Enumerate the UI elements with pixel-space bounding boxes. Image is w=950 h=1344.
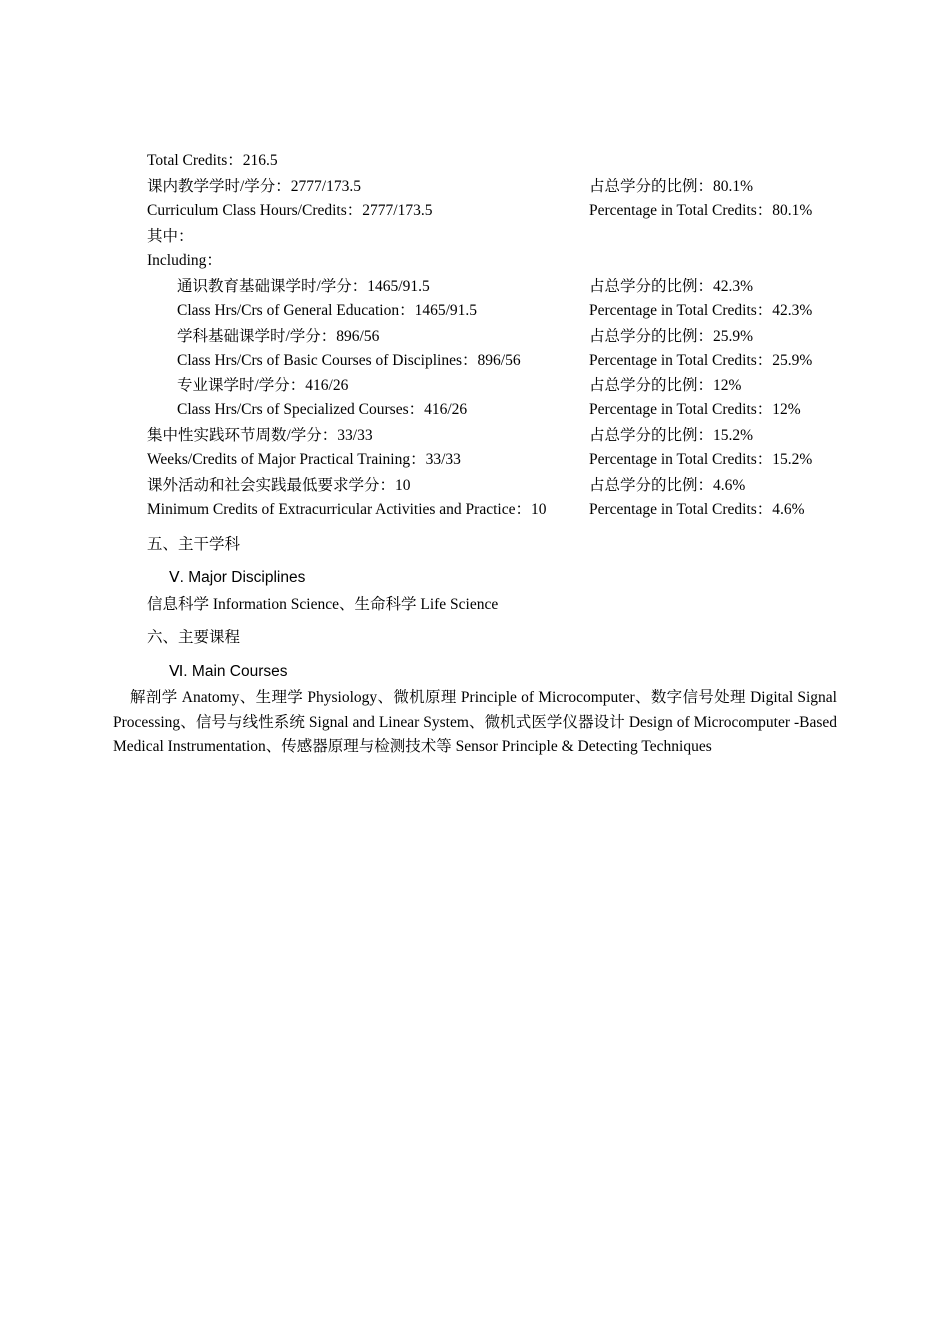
general-en: Class Hrs/Crs of General Education：1465/91.5 [177, 302, 478, 319]
curriculum-en: Curriculum Class Hours/Credits：2777/173.5 [147, 202, 433, 219]
extracurricular-en: Minimum Credits of Extracurricular Activities and Practice：10 [147, 501, 547, 518]
general-en-row [0, 299, 950, 323]
curriculum-pct-en: Percentage in Total Credits：80.1% [589, 202, 813, 219]
extracurricular-pct-en: Percentage in Total Credits：4.6% [589, 501, 805, 518]
basic-pct-en: Percentage in Total Credits：25.9% [589, 352, 813, 369]
general-zh-row [0, 275, 950, 299]
extracurricular-zh: 课外活动和社会实践最低要求学分：10 [147, 477, 411, 494]
total-credits-row [0, 149, 950, 173]
curriculum-pct-zh: 占总学分的比例：80.1% [589, 178, 754, 195]
basic-zh-row [0, 325, 950, 349]
total-credits-en: Total Credits：216.5 [147, 152, 278, 169]
specialized-zh: 专业课学时/学分：416/26 [177, 377, 349, 394]
including-en-row [0, 249, 950, 273]
specialized-pct-en: Percentage in Total Credits：12% [589, 401, 801, 418]
general-pct-zh: 占总学分的比例：42.3% [589, 278, 754, 295]
curriculum-zh-row [0, 175, 950, 199]
general-pct-en: Percentage in Total Credits：42.3% [589, 302, 813, 319]
including-zh-row [0, 225, 950, 249]
section5-heading-en: Ⅴ. Major Disciplines [169, 569, 306, 586]
basic-zh: 学科基础课学时/学分：896/56 [177, 328, 380, 345]
including-zh: 其中： [147, 228, 194, 245]
specialized-pct-zh: 占总学分的比例：12% [589, 377, 742, 394]
practical-zh-row [0, 424, 950, 448]
practical-en: Weeks/Credits of Major Practical Training：33/33 [147, 451, 461, 468]
general-zh: 通识教育基础课学时/学分：1465/91.5 [177, 278, 430, 295]
extracurricular-en-row [0, 498, 950, 522]
specialized-zh-row [0, 374, 950, 398]
basic-en-row [0, 349, 950, 373]
curriculum-en-row [0, 199, 950, 223]
section5-body: 信息科学 Information Science、生命科学 Life Science [147, 596, 499, 613]
curriculum-zh: 课内教学学时/学分：2777/173.5 [147, 178, 361, 195]
extracurricular-zh-row [0, 474, 950, 498]
section6-heading-en: Ⅵ. Main Courses [169, 663, 288, 680]
section6-heading-zh: 六、主要课程 [147, 629, 241, 646]
specialized-en-row [0, 398, 950, 422]
basic-pct-zh: 占总学分的比例：25.9% [589, 328, 754, 345]
including-en: Including： [147, 252, 222, 269]
specialized-en: Class Hrs/Crs of Specialized Courses：416/26 [177, 401, 468, 418]
practical-en-row [0, 448, 950, 472]
extracurricular-pct-zh: 占总学分的比例：4.6% [589, 477, 746, 494]
practical-zh: 集中性实践环节周数/学分：33/33 [147, 427, 373, 444]
basic-en: Class Hrs/Crs of Basic Courses of Disciplines：896/56 [177, 352, 521, 369]
section6-body: 解剖学 Anatomy、生理学 Physiology、微机原理 Principle of Microcomputer、数字信号处理 Digital Signal Processing、信号与线性系统 Signal and Linear System、微机式医学仪器设计 Design of Microcomputer -Based Medical Instrumentation、传感器原理与检测技术等 Sensor Principle & Detecting Techniques [113, 689, 837, 755]
practical-pct-en: Percentage in Total Credits：15.2% [589, 451, 813, 468]
section5-heading-zh: 五、主干学科 [147, 536, 241, 553]
practical-pct-zh: 占总学分的比例：15.2% [589, 427, 754, 444]
